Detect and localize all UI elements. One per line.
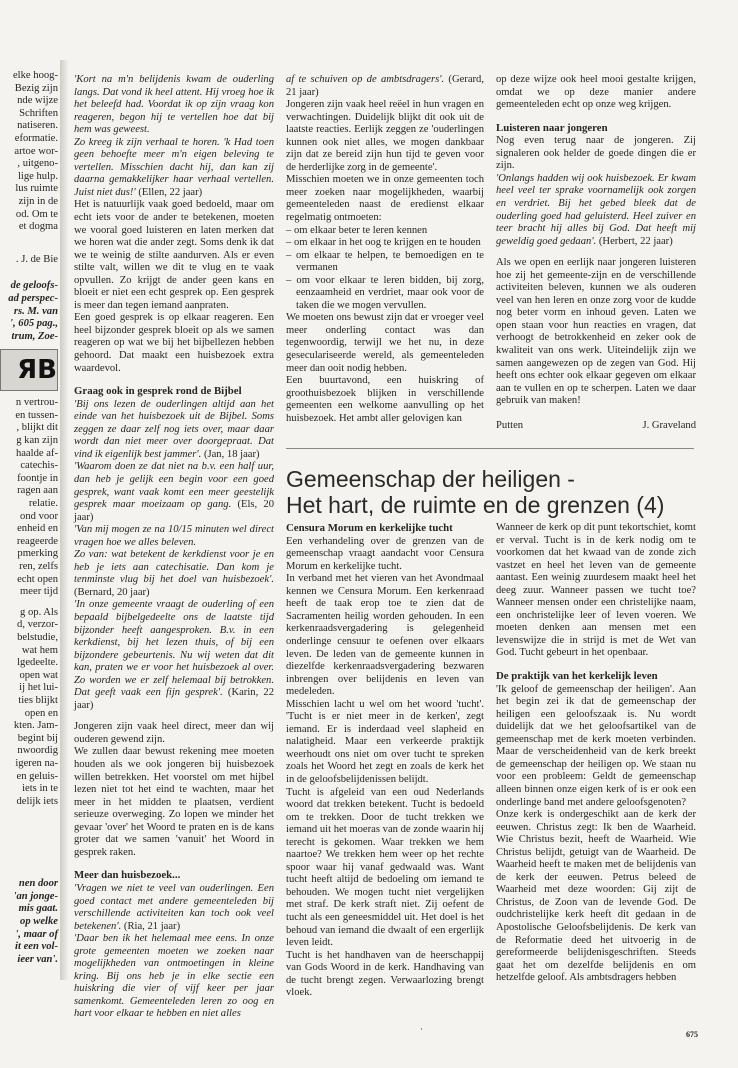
strip-line: g kan zijn	[16, 435, 58, 447]
quote: 'Daar ben ik het helemaal mee eens. In onze grote gemeenten moeten we zoeken naar mogelijkheden van ontmoetingen in kleine kring. Bij ons heb je in elke sectie een huiskring die vier of vijf keer per jaar samenkomt. Gemeenteleden leren zo oog en hart voor elkaar te hebben en niet alles	[74, 933, 274, 1020]
paragraph: Jongeren zijn vaak heel direct, meer dan wij ouderen gewend zijn.	[74, 721, 274, 745]
paragraph: Misschien lacht u wel om het woord 'tucht'. 'Tucht is er niet meer in de kerken', zegt iemand. Er is inderdaad veel slapheid en nalatigheid. Maar een verkeerde praktijk weerhoudt ons niet om over tucht te spreken zoals het Woord het zegt en zoals de kerk het in de geloofsbelijdenissen belijdt.	[286, 698, 484, 785]
paragraph: Een goed gesprek is op elkaar reageren. Een heel bijzonder gesprek bloeit op als we samen reageren op wat we bij het bijbellezen hebben gehoord. Dat maakt een huisbezoek extra waardevol.	[74, 312, 274, 374]
quote: Zo van: wat betekent de kerkdienst voor je en heb je iets aan catechisatie. Dan kom je tenminste vlug bij het doel van huisbezoek'.	[74, 549, 274, 586]
strip-book-lines	[0, 280, 58, 343]
strip-line: zijn in de	[18, 195, 58, 207]
strip-top-lines	[0, 70, 58, 234]
paragraph: Nog even terug naar de jongeren. Zij signaleren ook helder de goede dingen die er zijn.	[496, 135, 696, 172]
print-mark: ·	[420, 1024, 423, 1034]
section-heading: Censura Morum en kerkelijke tucht	[286, 522, 453, 534]
strip-line: lgedeelte.	[17, 657, 58, 669]
quote: 'Vragen we niet te veel van ouderlingen. Een goed contact met andere gemeenteleden bij verschillende activiteiten kan toch ook veel betekenen'.	[74, 883, 274, 932]
strip-line: belstudie,	[17, 631, 58, 643]
strip-line: Bezig zijn	[14, 82, 58, 94]
strip-line: it een vol-	[15, 941, 58, 953]
strip-line: open en	[24, 707, 58, 719]
quote: Zo kreeg ik zijn verhaal te horen. 'k Had toen geen behoefte meer m'n eigen beleving te vertellen. Misschien dacht hij, dan kan zij daarna gemakkelijker haar verhaal vertellen. Juist niet dus!'	[74, 136, 274, 198]
strip-mid-lines	[0, 397, 58, 599]
strip-line: relatie.	[28, 498, 58, 510]
quote-attribution: (Jan, 18 jaar)	[201, 448, 260, 460]
page-number: 675	[686, 1030, 698, 1039]
strip-line: kten. Jam-	[13, 720, 58, 732]
strip-line: en tussen-	[15, 409, 58, 421]
strip-line: ren, zelfs	[19, 561, 58, 572]
strip-bottom-lines	[0, 878, 58, 966]
strip-line: g op. Als	[20, 606, 58, 618]
paragraph: We moeten ons bewust zijn dat er vroeger veel meer onderling contact was dan tegenwoordig, terwijl we het nu, in deze geseculariseerde wereld, als gemeenteleden meer dan ooit nodig hebben.	[286, 312, 485, 374]
strip-line: lus ruimte	[15, 183, 58, 195]
paragraph: Als we open en eerlijk naar jongeren luisteren hoe zij het gemeente-zijn en de verschillende activiteiten beleven, kunnen we als ouderen veel van hen leren en onze zorg voor de kudde nog beter vorm en inhoud geven. Laten we open staan voor hun reacties en vragen, dat verhoogt de betrokkenheid en zeker ook de kwaliteit van ons werk. Uiteindelijk zijn we samen aangewezen op de zegen van God. Hij heeft ons echter ook elkaar gegeven om elkaar aan te vullen en op te scherpen. Laten we daar gebruik van maken!	[496, 257, 696, 407]
strip-line: 'an jonge-	[13, 890, 58, 902]
strip-line: ties blijkt	[18, 694, 58, 706]
strip-line: en geluis-	[16, 770, 58, 782]
strip-line: haalde af-	[15, 447, 58, 459]
paragraph: Misschien moeten we in onze gemeenten toch meer zoeken naar mogelijkheden, waarbij gemeenteleden naast de eredienst elkaar regelmatig ontmoeten:	[286, 174, 484, 224]
strip-line: nde wijze	[17, 95, 58, 107]
column-2	[286, 74, 484, 425]
strip-line: trum, Zoe-	[11, 330, 58, 342]
column-1	[74, 74, 274, 1021]
strip-line: pmerking	[17, 548, 58, 560]
strip-line: artoe wor-	[14, 145, 58, 157]
signature-line	[496, 420, 696, 433]
quote-attribution: (Gerard, 21 jaar)	[286, 74, 485, 98]
strip-line: ragen aan	[17, 485, 58, 497]
signature-author: J. Graveland	[642, 419, 696, 431]
strip-line: catechis-	[20, 460, 58, 472]
paragraph: Het is natuurlijk vaak goed bedoeld, maar om echt iets voor de ander te betekenen, moeten we vooral goed luisteren en laten merken dat we horen wat die ander zegt. Soms denk ik dat we te weinig de stilte aandurven. Als er even stilte valt, willen we dit te vlug en te vaak opvullen. Zo krijgt de ander geen kans en bloeit er niet een echt gesprek op. Een gesprek is meer dan tegen iemand aanpraten.	[74, 199, 274, 311]
strip-line: Schriften	[19, 107, 58, 119]
list-item: – om elkaar beter te leren kennen	[286, 224, 428, 236]
quote-attribution: (Bernard, 20 jaar)	[74, 586, 150, 598]
paragraph: Onze kerk is ondergeschikt aan de kerk der eeuwen. Christus zegt: Ik ben de Waarheid. Wie Christus bezit, heeft de Waarheid. Wie Christus belijdt, getuigt van de Waarheid. De Waarheid heeft te maken met de belijdenis van de kerk der eeuwen. Petrus beleed de Waarheid met deze woorden: Gij zijt de Christus, de Zoon van de levende God. De oudchristelijke kerk heeft dit gedaan in de Apostolische Geloofsbelijdenis. De kerk van de Reformatie deed het uitvoerig in de gereformeerde belijdenisgeschriften. Steeds gaat het om dezelfde belijdenis en om hetzelfde geloof. Als ambtsdragers hebben	[496, 809, 696, 984]
strip-line: nwoordig	[17, 745, 58, 757]
strip-line: ieer van'.	[17, 953, 58, 965]
strip-line: lige hulp.	[17, 170, 58, 182]
strip-line: n vertrou-	[15, 397, 58, 409]
section-heading: Meer dan huisbezoek...	[74, 869, 181, 882]
quote: 'Kort na m'n belijdenis kwam de ouderling langs. Dat vond ik heel attent. Hij vroeg hoe ik het beleefd had. Voordat ik op zijn vraag kon reageren, begon hij te vertellen hoe dat bij hem was geweest.	[74, 74, 274, 136]
strip-line: ', 605 pag.,	[10, 318, 58, 330]
strip-line: ij het lui-	[19, 682, 58, 694]
previous-page-strip	[0, 70, 58, 965]
strip-line: ond voor	[20, 510, 58, 522]
paragraph: 'Ik geloof de gemeenschap der heiligen'. Aan het begin zei ik dat de gemeenschap der heiligen een geloofszaak is. Nu wordt duidelijk dat we het geloofsartikel van de gemeenschap met de kerk moeten verbinden. Maar de verscheidenheid van de kerk breekt de gemeenschap der heiligen op. We staan nu voor een probleem: Geldt de gemeenschap alleen binnen onze eigen kerk of is er ook een onderlinge band met andere geloofsgenoten?	[496, 683, 696, 808]
strip-line: meer tijd	[20, 586, 58, 598]
column-3	[496, 74, 696, 432]
paragraph: We zullen daar bewust rekening mee moeten houden als we ook jongeren bij huisbezoek willen betrekken. Het voorstel om met hijbel lezen niet tot het eind te wachten, maar het meer in het midden te plaatsen, verdient serieuze overweging. Zo lopen we minder het gevaar 'over' het Woord te praten en is de kans groter dat we samen 'vanuit' het Woord in gesprek raken.	[74, 746, 274, 858]
article-title	[286, 466, 706, 518]
paragraph: Een buurtavond, een huiskring of groothuisbezoek blijken in verschillende gemeenten een welkome aanvulling op het huisbezoek. Het ambt aller gelovigen kan	[286, 375, 484, 424]
article2-column-a	[286, 522, 484, 1000]
strip-line: wat hem	[21, 644, 58, 656]
list-item: – om elkaar in het oog te krijgen en te houden	[286, 237, 481, 249]
paragraph: op deze wijze ook heel mooi gestalte krijgen, omdat we op deze manier andere gemeenteleden echt op onze weg krijgen.	[496, 74, 696, 111]
article2-column-b	[496, 522, 696, 985]
article-title-line-1: Gemeenschap der heiligen -	[286, 466, 575, 492]
strip-line: rs. M. van	[13, 305, 58, 317]
strip-line: open wat	[19, 669, 58, 681]
strip-line: reageerde	[16, 535, 58, 547]
strip-author: . J. de Bie	[15, 253, 58, 265]
strip-line: delijk iets	[16, 795, 58, 807]
list-item: – om voor elkaar te leren bidden, bij zorg, eenzaamheid en verdriet, maar ook voor de taken die we mogen vervullen.	[286, 274, 484, 311]
paragraph: In verband met het vieren van het Avondmaal kennen we Censura Morum. Een kerkenraad heeft de taak erop toe te zien dat de Sacramenten heilig worden gehouden. In een kerkenraadsvergadering is gelegenheid onderlinge censuur te oefenen over elkaars leven. De leden van de gemeente kunnen in diezelfde kerkenraadsvergadering bezwaren inbrengen over belijdenis en leven van medeleden.	[286, 573, 484, 698]
quote: 'In onze gemeente vraagt de ouderling of een bepaald bijbelgedeelte ons de laatste tijd bijzonder heeft aangesproken. B.v. in een kerkdienst, bij het lezen thuis, of bij een bijzondere gebeurtenis. Nu wij weten dat dit kan, praten we er voor het huisbezoek al over. Zo worden we er zelf helemaal bij betrokken. Dat geeft vaak een fijn gesprek'.	[74, 599, 274, 699]
strip-line: iets in te	[22, 783, 58, 795]
strip-line: , uitgeno-	[17, 158, 58, 170]
strip-line: igeren na-	[15, 757, 58, 769]
strip-line: d, verzor-	[17, 619, 58, 631]
quote: 'Bij ons lezen de ouderlingen altijd aan het einde van het huisbezoek uit de Bijbel. Soms zeggen ze daar zelf nog iets over, maar daar wordt dan niet meer over doorgepraat. Dat vind ik eigenlijk best jammer'.	[74, 398, 274, 460]
strip-line: nen door	[18, 878, 58, 890]
quote: 'Waarom doen ze dat niet na b.v. een half uur, dan heb je gelijk een begin voor een goed gesprek, want vaak komt een meer geestelijk gesprek maar moeizaam op gang.	[74, 461, 274, 511]
strip-line: begint bij	[17, 732, 58, 744]
strip-line: elke hoog-	[12, 70, 58, 81]
strip-line: od. Om te	[15, 208, 58, 220]
paragraph: Tucht is het handhaven van de heerschappij van Gods Woord in de kerk. Handhaving van de tucht brengt zegen. Verwaarlozing brengt vloek.	[286, 949, 484, 999]
strip-line: ', maar of	[15, 928, 58, 940]
quote-attribution: (Herbert, 22 jaar)	[596, 235, 673, 247]
page-fold	[60, 60, 68, 980]
quote: af te schuiven op de ambtsdragers'.	[286, 74, 445, 85]
quote: 'Van mij mogen ze na 10/15 minuten wel direct vragen hoe we alles beleven.	[74, 524, 274, 548]
strip-line: foontje in	[17, 472, 58, 484]
strip-line: mis gaat.	[18, 903, 58, 915]
quote-attribution: (Ria, 21 jaar)	[121, 920, 181, 932]
quote-attribution: (Els, 20 jaar)	[74, 499, 274, 523]
strip-line: enheid en	[17, 523, 58, 535]
article-title-line-2: Het hart, de ruimte en de grenzen (4)	[286, 492, 665, 518]
strip-line: op welke	[20, 916, 58, 928]
publisher-logo: ЯB	[0, 349, 58, 391]
paragraph: Een verhandeling over de grenzen van de gemeenschap vraagt aandacht voor Censura Morum en kerkelijke tucht.	[286, 535, 484, 572]
strip-low-lines	[0, 607, 58, 809]
quote-attribution: (Ellen, 22 jaar)	[135, 186, 203, 198]
strip-line: de geloofs-	[10, 280, 58, 292]
strip-line: , blijkt dit	[16, 422, 58, 434]
section-heading: De praktijk van het kerkelijk leven	[496, 670, 658, 683]
paragraph: Jongeren zijn vaak heel reëel in hun vragen en verwachtingen. Duidelijk blijkt dit ook uit de laatste reacties. Eerlijk zeggen ze 'ouderlingen kunnen ook niet alles, we mogen dankbaar zijn dat ze bereid zijn hun tijd te geven voor de herderlijke zorg in de gemeente'.	[286, 99, 484, 173]
strip-line: echt open	[17, 573, 58, 585]
section-heading: Luisteren naar jongeren	[496, 121, 608, 134]
paragraph: Tucht is afgeleid van een oud Nederlands woord dat trekken betekent. Tucht is bedoeld om te trekken. Door de tucht trekken we iemand uit het moeras van de zonde waarin hij terecht is gekomen. Waar trekken we hem naartoe? We trekken hem weer op het rechte spoor waar hij vanaf gedwaald was. Want tucht heeft altijd de bedoeling om iemand te behouden. We mogen tucht niet vergelijken met straf. De kerk straft niet. Zij oefent de tucht als een geneesmiddel uit. Het doel is het behoud van iemand die dwaalt of een ergerlijk leven leidt.	[286, 786, 484, 949]
strip-line: et dogma	[18, 221, 58, 233]
paragraph: Wanneer de kerk op dit punt tekortschiet, komt er verval. Tucht is in de kerk nodig om te voorkomen dat het kwaad van de zonde zich vastzet en heel het leven van de gemeente aantast. Een weinig zuurdesem maakt heel het deeg zuur. Wanneer passen we tucht toe? Wanneer mensen onder een christelijke naam, een onchristelijke leer of leven voeren. We moeten denken aan mensen met een levenswijze die in strijd is met de Wet van God. Tucht gebeurt in het openbaar.	[496, 522, 696, 659]
section-heading: Graag ook in gesprek rond de Bijbel	[74, 385, 242, 398]
strip-line: eformatie.	[14, 132, 58, 144]
strip-line: natiseren.	[17, 120, 58, 132]
article-divider	[286, 448, 694, 449]
list-item: – om elkaar te helpen, te bemoedigen en te vermanen	[286, 249, 484, 274]
signature-place: Putten	[496, 419, 524, 431]
strip-line: ad perspec-	[8, 292, 58, 304]
quote-attribution: (Karin, 22 jaar)	[74, 687, 275, 711]
bullet-list	[286, 225, 484, 313]
quote: 'Onlangs hadden wij ook huisbezoek. Er kwam heel veel ter sprake voornamelijk ook zorgen en verdriet. Bij het gebed bleek dat de ouderling goed had geluisterd. Heel zuiver en teer bracht hij alles bij God. Dat heeft mij geweldig goed gedaan'.	[496, 172, 696, 247]
